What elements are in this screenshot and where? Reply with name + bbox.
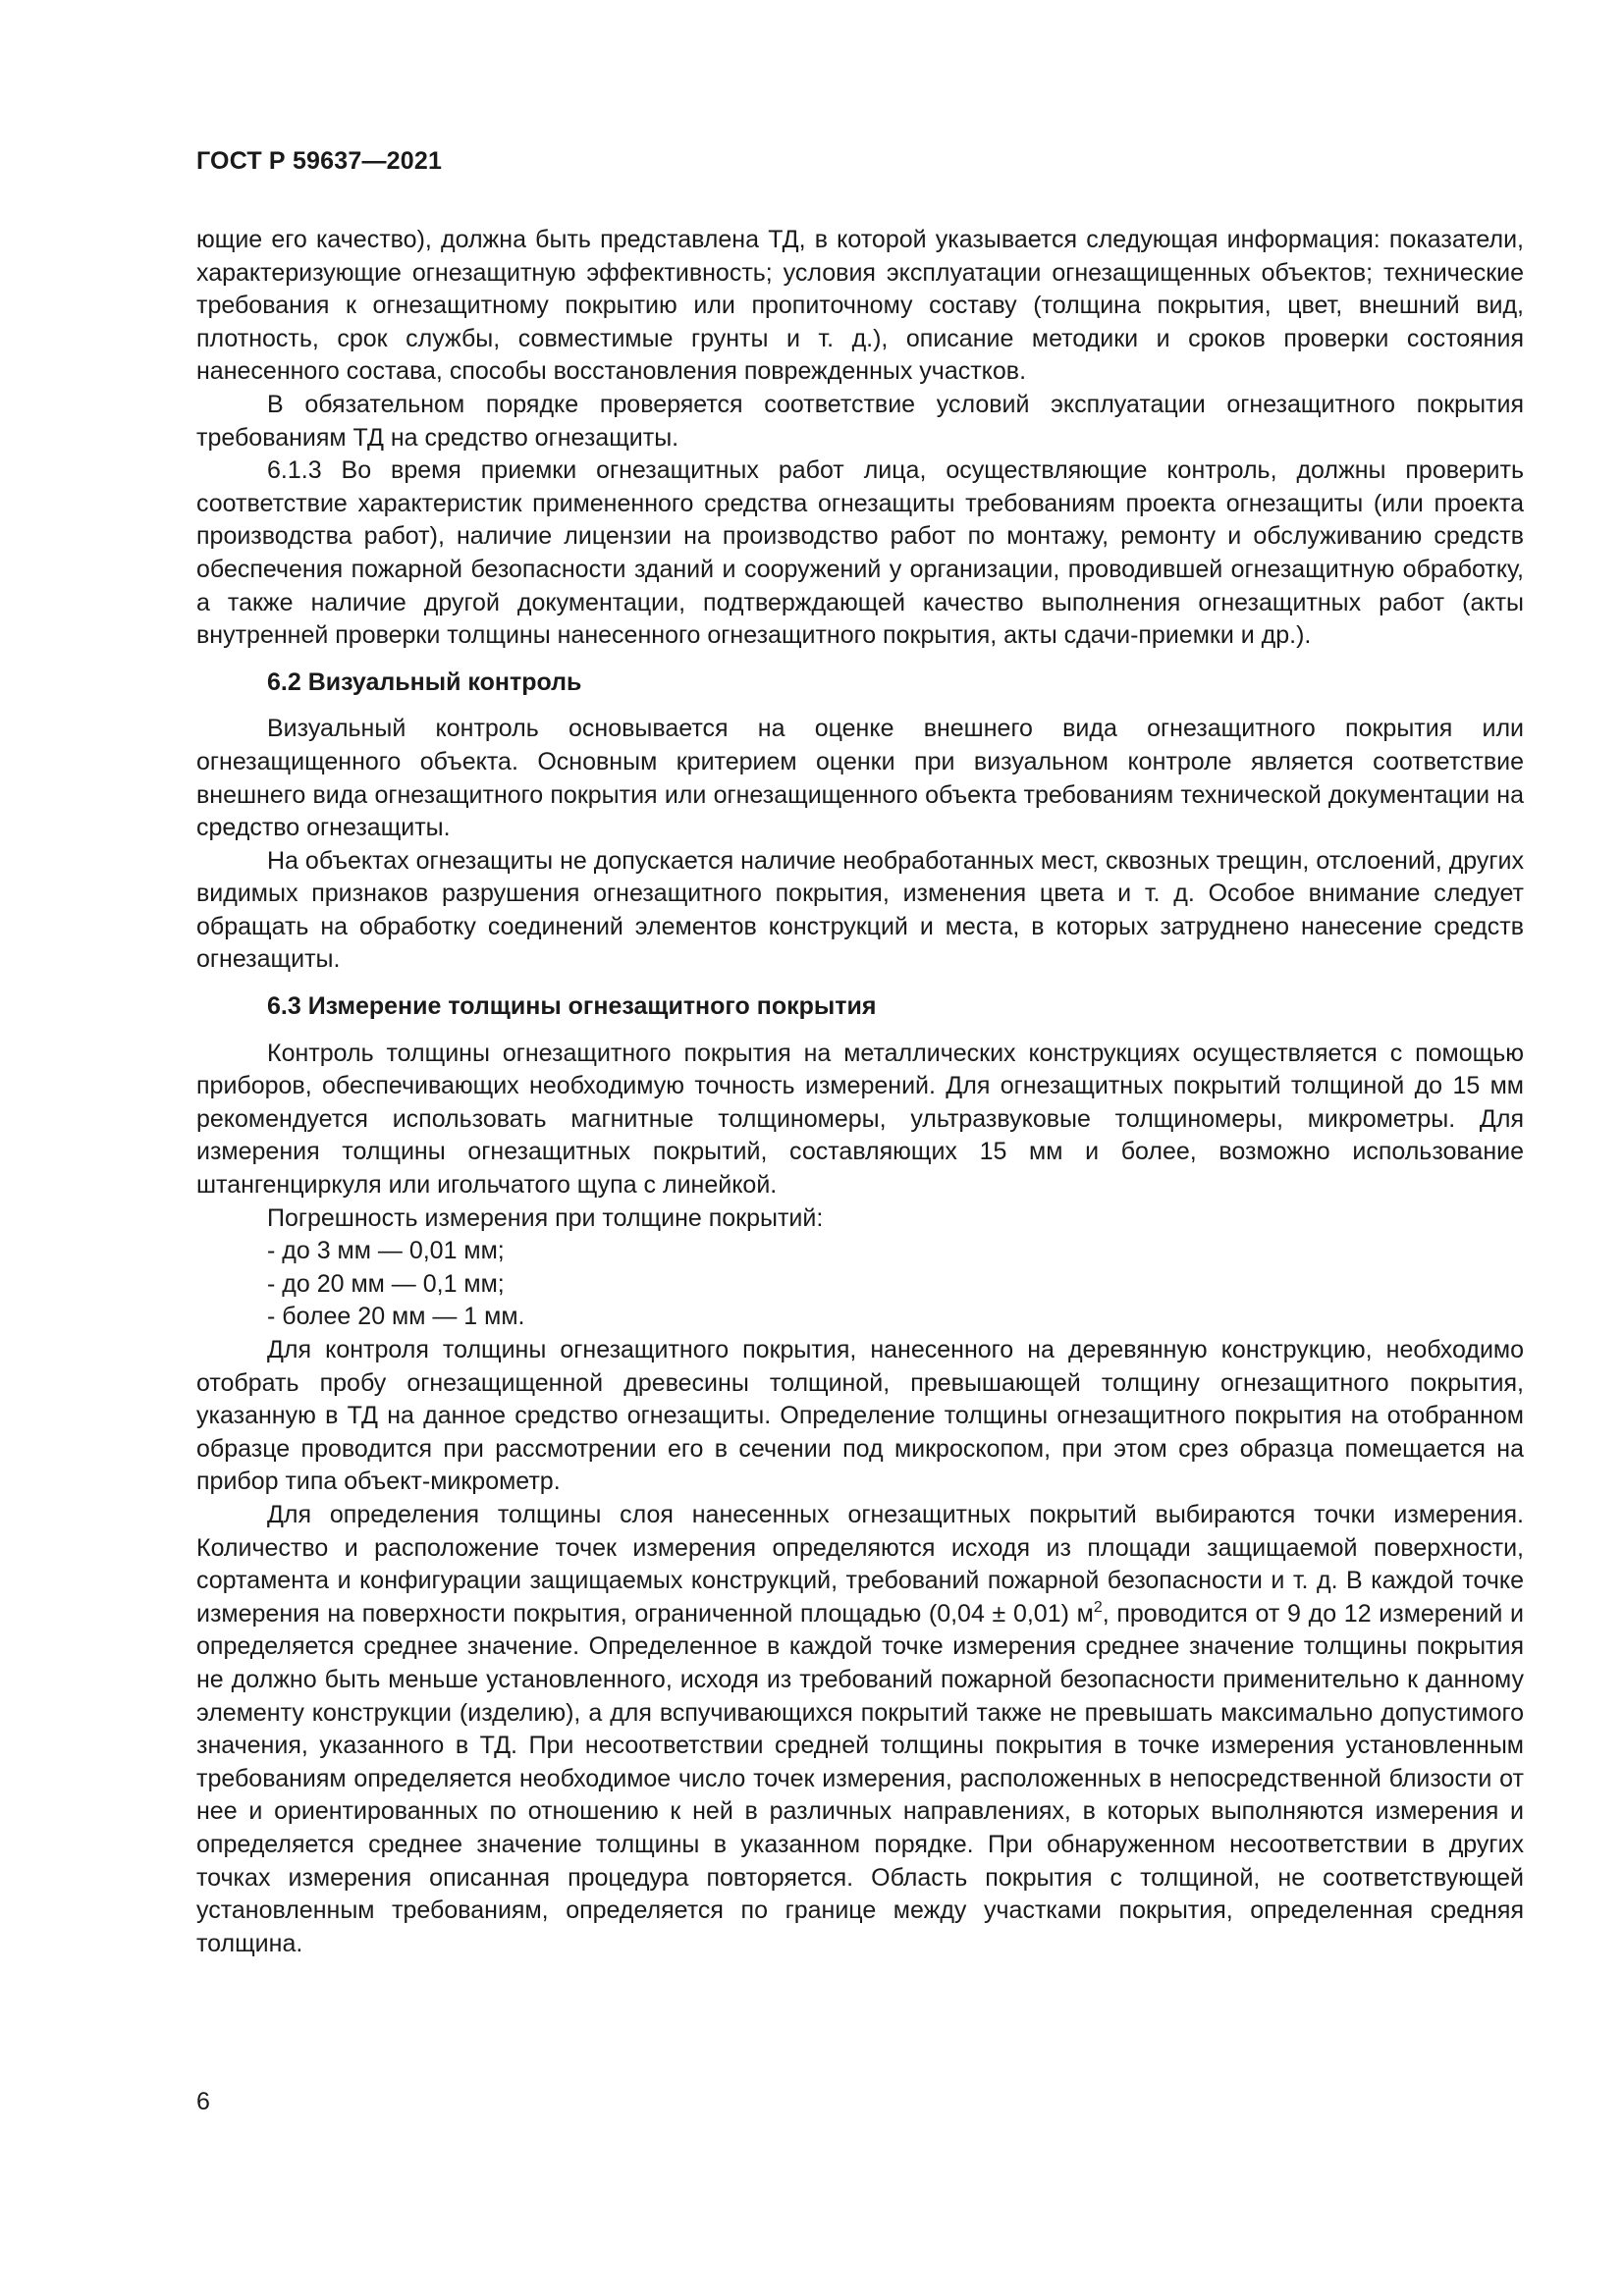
paragraph-6-3-measurement-points (196, 1499, 1524, 1960)
paragraph-6-1-3: 6.1.3 Во время приемки огнезащитных работ лица, осуществляющие контроль, должны проверить соответствие характеристик примененного средства огнезащиты требованиям проекта огнезащиты (или проекта производства работ), наличие лицензии на производство работ по монтажу, ремонту и обслуживанию средств обеспечения пожарной безопасности зданий и сооружений у организации, проводившей огнезащитную обработку, а также наличие другой документации, подтверждающей качество выполнения огнезащитных работ (акты внутренней проверки толщины нанесенного огнезащитного покрытия, акты сдачи-приемки и др.). (196, 456, 1524, 650)
list-item: - до 20 мм — 0,1 мм; (267, 1269, 505, 1298)
list-item: - до 3 мм — 0,01 мм; (267, 1237, 505, 1265)
document-page (196, 0, 1524, 2296)
paragraph-6-2-visual-control: Визуальный контроль основывается на оценке внешнего вида огнезащитного покрытия или огнезащищенного объекта. Основным критерием оценки при визуальном контроле является соответствие внешнего вида огнезащитного покрытия или огнезащищенного объекта требованиям технической документации на средство огнезащиты. (196, 715, 1524, 842)
superscript-exponent: 2 (1093, 1598, 1103, 1616)
document-body (196, 224, 1524, 1960)
section-heading-6-2: 6.2 Визуальный контроль (267, 667, 582, 696)
paragraph-6-3-wood: Для контроля толщины огнезащитного покрытия, нанесенного на деревянную конструкцию, необходимо отобрать пробу огнезащищенной древесины толщиной, превышающей толщину огнезащитного покрытия, указанную в ТД на данное средство огнезащиты. Определение толщины огнезащитного покрытия на отобранном образце проводится при рассмотрении его в сечении под микроскопом, при этом срез образца помещается на прибор типа объект-микрометр. (196, 1336, 1524, 1496)
paragraph-text-part: Для определения толщины слоя нанесенных огнезащитных покрытий выбираются точки измерения. Количество и расположение точек измерения определяются исходя из площади защищаемой поверхности, сортамента и конфигурации защищаемых конструкций, требований пожарной безопасности и т. д. В каждой точке измерения на поверхности покрытия, ограниченной площадью (0,04 ± 0,01) м (196, 1500, 1524, 1628)
paragraph-6-2-defects: На объектах огнезащиты не допускается наличие необработанных мест, сквозных трещин, отслоений, других видимых признаков разрушения огнезащитного покрытия, изменения цвета и т. д. Особое внимание следует обращать на обработку соединений элементов конструкций и места, в которых затруднено нанесение средств огнезащиты. (196, 846, 1524, 974)
paragraph-6-1-2-compliance: В обязательном порядке проверяется соответствие условий эксплуатации огнезащитного покрытия требованиям ТД на средство огнезащиты. (196, 390, 1524, 452)
page-number: 6 (196, 2088, 210, 2115)
paragraph-6-3-error-intro: Погрешность измерения при толщине покрытий: (267, 1203, 824, 1232)
list-item: - более 20 мм — 1 мм. (267, 1303, 525, 1331)
paragraph-6-1-2-continuation: ющие его качество), должна быть представлена ТД, в которой указывается следующая информация: показатели, характеризующие огнезащитную эффективность; условия эксплуатации огнезащищенных объектов; технические требования к огнезащитному покрытию или пропиточному составу (толщина покрытия, цвет, внешний вид, плотность, срок службы, совместимые грунты и т. д.), описание методики и сроков проверки состояния нанесенного состава, способы восстановления поврежденных участков. (196, 226, 1524, 386)
document-header: ГОСТ Р 59637—2021 (196, 147, 443, 175)
paragraph-text-part: , проводится от 9 до 12 измерений и определяется среднее значение. Определенное в каждой точке измерения среднее значение толщины покрытия не должно быть меньше установленного, исходя из требований пожарной безопасности применительно к данному элементу конструкции (изделию), а для вспучивающихся покрытий также не превышать максимально допустимого значения, указанного в ТД. При несоответствии средней толщины покрытия в точке измерения установленным требованиям определяется необходимое число точек измерения, расположенных в непосредственной близости от нее и ориентированных по отношению к ней в различных направлениях, в которых выполняются измерения и определяется среднее значение толщины в указанном порядке. При обнаруженном несоответствии в других точках измерения описанная процедура повторяется. Область покрытия с толщиной, не соответствующей установленным требованиям, определяется по границе между участками покрытия, определенная средняя толщина. (196, 1599, 1524, 1957)
section-heading-6-3: 6.3 Измерение толщины огнезащитного покрытия (267, 992, 877, 1021)
paragraph-6-3-instruments: Контроль толщины огнезащитного покрытия на металлических конструкциях осуществляется с помощью приборов, обеспечивающих необходимую точность измерений. Для огнезащитных покрытий толщиной до 15 мм рекомендуется использовать магнитные толщиномеры, ультразвуковые толщиномеры, микрометры. Для измерения толщины огнезащитных покрытий, составляющих 15 мм и более, возможно использование штангенциркуля или игольчатого щупа с линейкой. (196, 1039, 1524, 1200)
